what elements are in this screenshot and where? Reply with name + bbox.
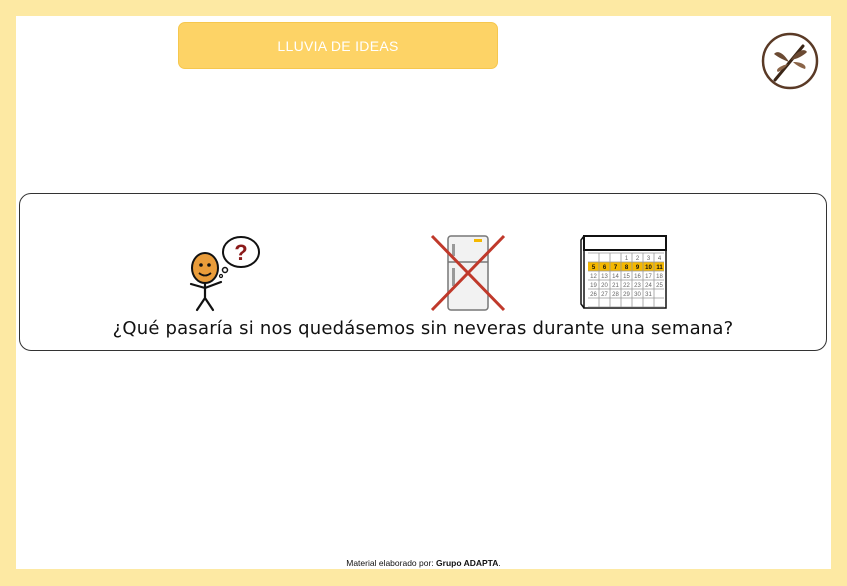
calendar-day: 20 (601, 282, 608, 289)
calendar-day: 15 (623, 273, 630, 280)
question-panel (19, 193, 827, 351)
calendar-day: 13 (601, 273, 608, 280)
calendar-day: 3 (646, 255, 651, 262)
calendar-day: 18 (656, 273, 663, 280)
person-thinking-question-icon (177, 232, 267, 312)
calendar-day: 17 (645, 273, 652, 280)
calendar-day: 12 (590, 273, 597, 280)
question-text: ¿Qué pasaría si nos quedásemos sin neveras durante una semana? (112, 318, 734, 339)
calendar-day: 4 (657, 255, 662, 262)
footer-credit (16, 558, 831, 568)
calendar-day: 6 (602, 264, 607, 271)
calendar-day: 11 (656, 264, 663, 271)
calendar-day: 29 (623, 291, 630, 298)
calendar-week-icon (580, 234, 670, 310)
calendar-day: 23 (634, 282, 641, 289)
calendar-day: 9 (635, 264, 640, 271)
calendar-day: 30 (634, 291, 641, 298)
calendar-day: 5 (591, 264, 596, 271)
calendar-day: 1 (624, 255, 629, 262)
calendar-day: 24 (645, 282, 652, 289)
calendar-day: 10 (645, 264, 652, 271)
calendar-day: 22 (623, 282, 630, 289)
calendar-day: 8 (624, 264, 629, 271)
calendar-day: 19 (590, 282, 597, 289)
calendar-day: 31 (645, 291, 652, 298)
footer-suffix: . (498, 558, 501, 568)
footer-prefix: Material elaborado por: (346, 558, 437, 568)
question-mark: ? (234, 240, 248, 265)
page-title (178, 22, 498, 69)
calendar-day: 21 (612, 282, 619, 289)
page-title-text: LLUVIA DE IDEAS (277, 37, 399, 54)
calendar-day: 28 (612, 291, 619, 298)
dragonfly-logo-icon (761, 32, 819, 90)
slide (16, 16, 831, 569)
calendar-day: 26 (590, 291, 597, 298)
calendar-day: 16 (634, 273, 641, 280)
calendar-day: 2 (635, 255, 640, 262)
calendar-day: 7 (613, 264, 618, 271)
calendar-day: 25 (656, 282, 663, 289)
calendar-day: 14 (612, 273, 619, 280)
crossed-out-fridge-icon (430, 234, 506, 312)
footer-author: Grupo ADAPTA (436, 558, 499, 568)
calendar-day: 27 (601, 291, 608, 298)
